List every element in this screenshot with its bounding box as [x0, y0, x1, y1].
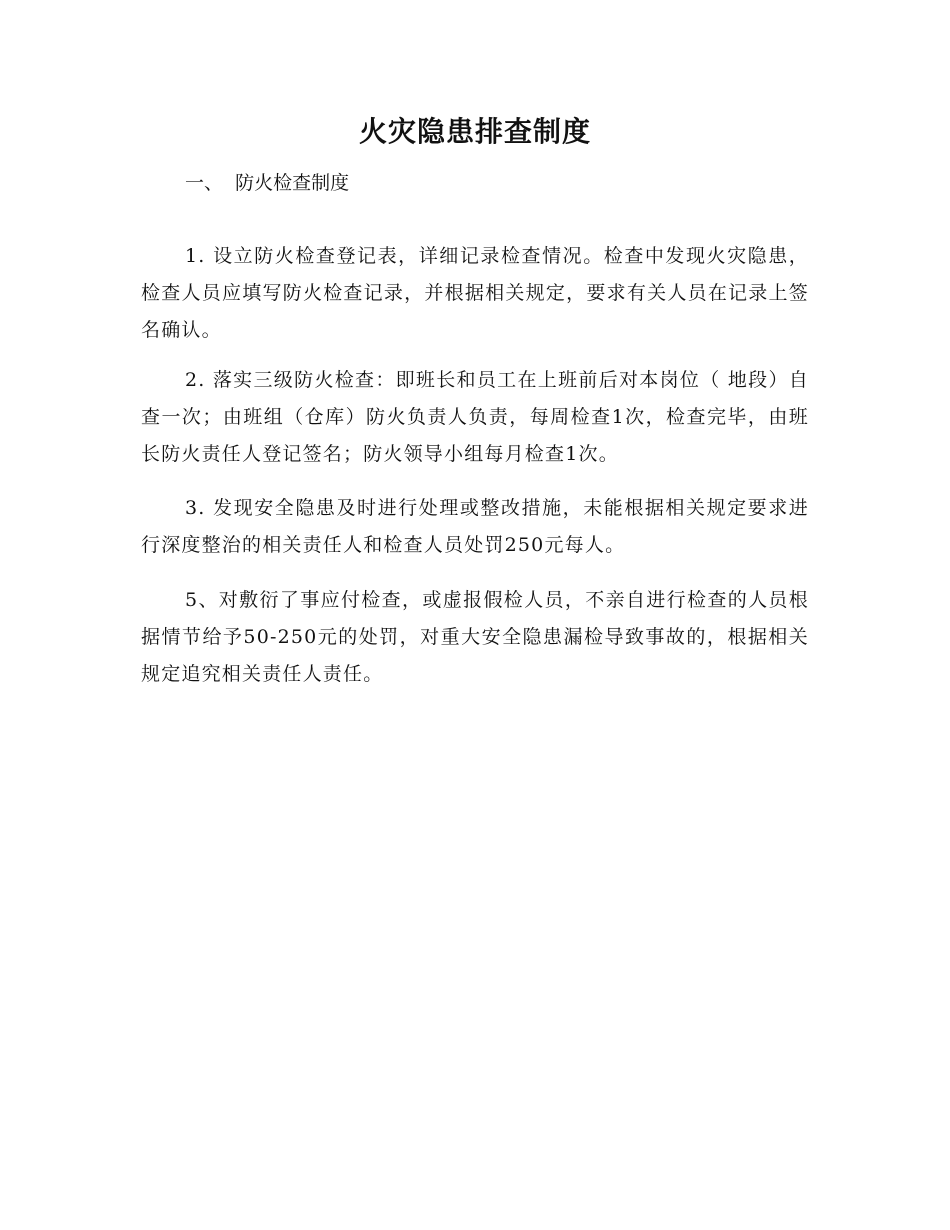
paragraph-3: 3. 发现安全隐患及时进行处理或整改措施，未能根据相关规定要求进行深度整治的相关责任人和检查人员处罚250元每人。	[141, 497, 809, 556]
section-heading: 一、 防火检查制度	[185, 172, 350, 194]
document-title: 火灾隐患排查制度	[358, 115, 591, 148]
paragraph-2: 2. 落实三级防火检查：即班长和员工在上班前后对本岗位（ 地段）自查一次；由班组（仓库）防火负责人负责，每周检查1次，检查完毕，由班长防火责任人登记签名；防火领导小组每月检查1次。	[141, 369, 809, 465]
paragraph-4: 5、对敷衍了事应付检查，或虚报假检人员，不亲自进行检查的人员根据情节给予50-250元的处罚，对重大安全隐患漏检导致事故的，根据相关规定追究相关责任人责任。	[141, 589, 809, 685]
paragraph-1: 1. 设立防火检查登记表，详细记录检查情况。检查中发现火灾隐患，检查人员应填写防火检查记录，并根据相关规定，要求有关人员在记录上签名确认。	[141, 245, 809, 341]
